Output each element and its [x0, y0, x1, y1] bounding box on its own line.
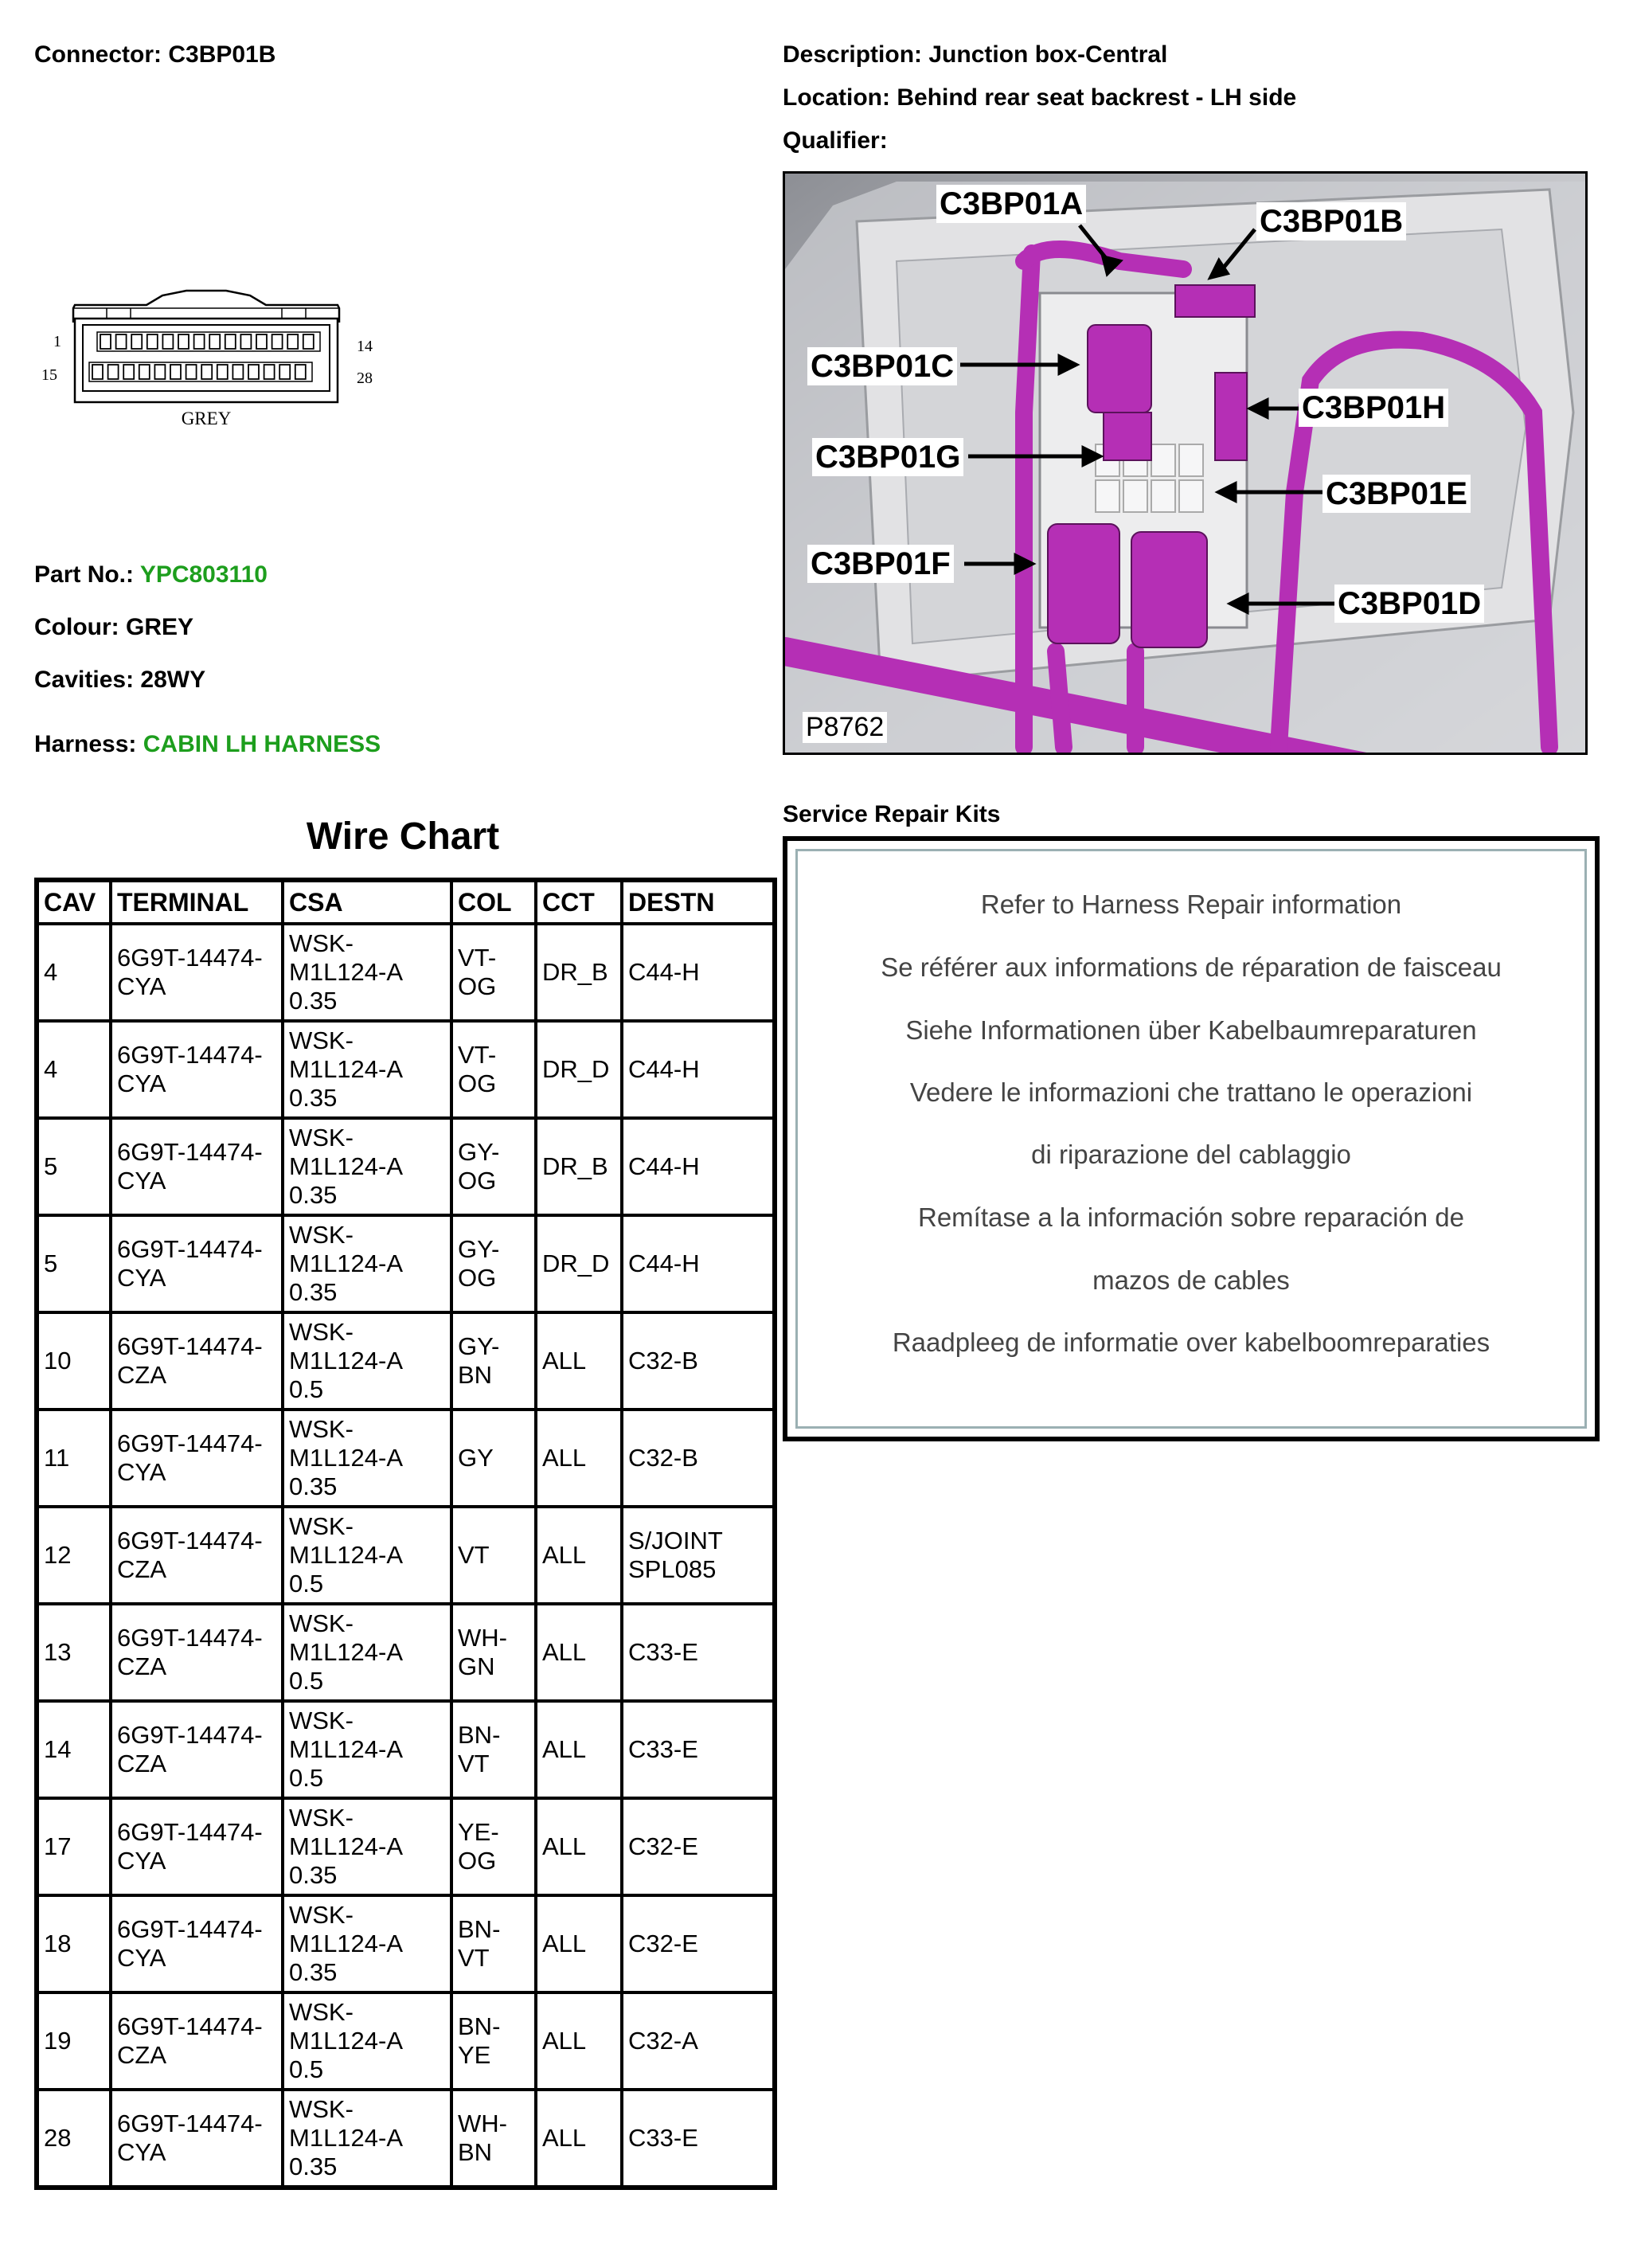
cell-csa-line: WSK-: [289, 2095, 354, 2123]
cell-cav: 4: [37, 1021, 111, 1118]
repair-line-nl: Raadpleeg de informatie over kabelboomreparaties: [892, 1328, 1490, 1357]
cell-cav: 28: [37, 2090, 111, 2188]
cell-destn: [622, 1992, 775, 2090]
cell-csa-line: WSK-: [289, 1318, 354, 1346]
pin-cavity-top: [147, 334, 158, 349]
pin-cavity-bottom: [92, 365, 103, 379]
cell-terminal-line: CZA: [117, 1555, 166, 1583]
pin-cavity-top: [225, 334, 236, 349]
cell-destn-line: C44-H: [628, 958, 700, 986]
repair-line-it-2: di riparazione del cablaggio: [1031, 1140, 1351, 1169]
cell-terminal-line: 6G9T-14474-: [117, 1527, 263, 1554]
cell-csa: [283, 1895, 451, 1992]
cell-csa-line: WSK-: [289, 1221, 354, 1249]
wire-chart-title: Wire Chart: [306, 815, 500, 858]
header-cav: CAV: [37, 880, 111, 924]
repair-line-es-2: mazos de cables: [1092, 1265, 1290, 1295]
wire-chart-row: [37, 1312, 775, 1410]
header-cct: CCT: [536, 880, 622, 924]
cell-col: [451, 924, 536, 1021]
cell-csa-line: M1L124-A: [289, 2027, 404, 2055]
pin-row-top: [100, 334, 314, 349]
cell-destn: [622, 1507, 775, 1604]
pin-cavity-bottom: [232, 365, 243, 379]
cell-terminal-line: CZA: [117, 1652, 166, 1680]
cell-terminal: [111, 1992, 283, 2090]
cell-destn-line: C32-B: [628, 1444, 698, 1472]
cell-col-line: VT-: [458, 944, 497, 972]
cell-terminal-line: 6G9T-14474-: [117, 1138, 263, 1166]
cell-cav: 17: [37, 1798, 111, 1895]
pin-cavity-top: [131, 334, 142, 349]
cell-col: [451, 1312, 536, 1410]
cell-destn-line: C44-H: [628, 1249, 700, 1277]
callout-c3bp01h: C3BP01H: [1299, 389, 1448, 427]
part-no-field: [34, 561, 268, 589]
repair-line-de: Siehe Informationen über Kabelbaumreparaturen: [905, 1015, 1477, 1045]
callout-c3bp01c: C3BP01C: [807, 347, 957, 385]
harness-label: Harness:: [34, 731, 137, 757]
repair-line-es-1: Remítase a la información sobre reparación de: [917, 1202, 1465, 1232]
cell-csa-line: M1L124-A: [289, 1249, 404, 1277]
pin-cavity-bottom: [170, 365, 181, 379]
pin-label-28: 28: [357, 370, 373, 387]
cell-terminal-line: 6G9T-14474-: [117, 944, 263, 972]
wire-chart-row: [37, 1118, 775, 1215]
cell-col-line: OG: [458, 1847, 497, 1875]
cell-cav: 14: [37, 1701, 111, 1798]
wire-chart-row: [37, 1410, 775, 1507]
cell-col-line: YE: [458, 2041, 491, 2069]
cell-csa-line: M1L124-A: [289, 2124, 404, 2152]
cell-destn: [622, 924, 775, 1021]
cell-col: [451, 1992, 536, 2090]
service-repair-box: [783, 836, 1600, 1441]
callout-c3bp01b: C3BP01B: [1256, 202, 1406, 240]
cell-csa-line: 0.35: [289, 1472, 338, 1500]
cell-csa-line: M1L124-A: [289, 1347, 404, 1374]
connector-value: C3BP01B: [168, 41, 276, 68]
cell-terminal-line: CYA: [117, 1944, 166, 1972]
cavities-label: Cavities:: [34, 667, 135, 693]
cell-cct: DR_B: [536, 924, 622, 1021]
cell-destn: [622, 1118, 775, 1215]
pin-cavity-top: [303, 334, 314, 349]
cell-destn: [622, 1410, 775, 1507]
cell-destn: [622, 1604, 775, 1701]
connector-field: [34, 41, 275, 68]
pin-cavity-top: [116, 334, 127, 349]
cell-destn-line: C44-H: [628, 1152, 700, 1180]
cell-terminal-line: CYA: [117, 1847, 166, 1875]
cell-cct: ALL: [536, 1701, 622, 1798]
location-value: Behind rear seat backrest - LH side: [897, 84, 1297, 111]
cell-col-line: GY-: [458, 1235, 500, 1263]
cell-csa-line: 0.35: [289, 1181, 338, 1209]
pin-cavity-bottom: [217, 365, 228, 379]
cell-col: [451, 1507, 536, 1604]
cell-destn: [622, 1312, 775, 1410]
cell-csa: [283, 1021, 451, 1118]
colour-value: GREY: [125, 614, 194, 640]
cell-csa: [283, 924, 451, 1021]
cavities-value: 28WY: [140, 667, 206, 693]
cell-col-line: VT: [458, 1750, 490, 1777]
cell-terminal-line: 6G9T-14474-: [117, 1624, 263, 1652]
cell-cav: 5: [37, 1118, 111, 1215]
service-repair-inner: [795, 849, 1587, 1429]
callout-c3bp01d: C3BP01D: [1334, 585, 1484, 623]
cell-terminal: [111, 1701, 283, 1798]
wire-chart-row: [37, 1604, 775, 1701]
cell-terminal-line: CZA: [117, 1361, 166, 1389]
cell-csa-line: WSK-: [289, 1707, 354, 1734]
cell-terminal: [111, 924, 283, 1021]
wire-chart-body: [37, 924, 775, 2188]
pin-cavity-top: [240, 334, 251, 349]
pin-cavity-top: [162, 334, 173, 349]
harness-field: [34, 731, 381, 758]
cell-csa-line: 0.35: [289, 987, 338, 1015]
pin-cavity-bottom: [248, 365, 259, 379]
pin-cavity-top: [178, 334, 189, 349]
cell-destn-line: C32-A: [628, 2027, 698, 2055]
cell-terminal-line: 6G9T-14474-: [117, 1041, 263, 1069]
cell-destn-line: C33-E: [628, 1638, 698, 1666]
cell-col-line: WH-: [458, 1624, 507, 1652]
wire-chart-row: [37, 1798, 775, 1895]
pin-cavity-top: [209, 334, 220, 349]
cell-csa-line: 0.5: [289, 2055, 324, 2083]
pin-cavity-top: [256, 334, 267, 349]
cell-cav: 13: [37, 1604, 111, 1701]
cell-destn: [622, 1215, 775, 1312]
cell-csa-line: M1L124-A: [289, 958, 404, 986]
cell-col-line: VT: [458, 1541, 490, 1569]
cell-cav: 12: [37, 1507, 111, 1604]
cell-cct: DR_D: [536, 1021, 622, 1118]
description-value: Junction box-Central: [928, 41, 1168, 68]
pin-cavity-bottom: [264, 365, 275, 379]
wire-chart-table: [34, 878, 777, 2190]
pin-cavity-bottom: [279, 365, 290, 379]
wire-chart-row: [37, 1992, 775, 2090]
cell-terminal-line: 6G9T-14474-: [117, 1818, 263, 1846]
cell-csa: [283, 1604, 451, 1701]
cell-csa-line: 0.35: [289, 2153, 338, 2180]
cell-cct: ALL: [536, 2090, 622, 2188]
cell-cct: ALL: [536, 1312, 622, 1410]
cell-col-line: YE-: [458, 1818, 499, 1846]
cell-csa-line: M1L124-A: [289, 1638, 404, 1666]
cell-cct: ALL: [536, 1507, 622, 1604]
pin-cavity-top: [194, 334, 205, 349]
cell-csa-line: WSK-: [289, 1124, 354, 1152]
callout-c3bp01e: C3BP01E: [1322, 475, 1471, 513]
cell-cct: DR_B: [536, 1118, 622, 1215]
cell-terminal: [111, 2090, 283, 2188]
repair-line-en: Refer to Harness Repair information: [980, 890, 1402, 919]
cell-col: [451, 1895, 536, 1992]
cell-terminal-line: CYA: [117, 1264, 166, 1292]
cell-csa-line: WSK-: [289, 1512, 354, 1540]
cell-destn: [622, 1021, 775, 1118]
cell-csa-line: 0.35: [289, 1958, 338, 1986]
description-label: Description:: [783, 41, 923, 68]
cell-csa-line: 0.5: [289, 1375, 324, 1403]
cell-col: [451, 1410, 536, 1507]
cell-col-line: VT: [458, 1944, 490, 1972]
qualifier-label: Qualifier:: [783, 127, 888, 154]
wire-chart-row: [37, 1701, 775, 1798]
wire-chart-row: [37, 2090, 775, 2188]
cell-terminal: [111, 1410, 283, 1507]
cell-cav: 11: [37, 1410, 111, 1507]
cell-destn: [622, 2090, 775, 2188]
cell-cct: ALL: [536, 1992, 622, 2090]
connector-colour-label: GREY: [181, 409, 232, 428]
pin-row-bottom: [92, 365, 306, 379]
pin-cavity-bottom: [186, 365, 197, 379]
header-destn: DESTN: [622, 880, 775, 924]
cell-csa-line: 0.35: [289, 1278, 338, 1306]
cell-col-line: BN-: [458, 1721, 501, 1749]
figure-id: P8762: [803, 712, 887, 743]
cell-csa-line: M1L124-A: [289, 1541, 404, 1569]
cell-destn: [622, 1798, 775, 1895]
pin-label-15: 15: [41, 366, 57, 384]
cell-col: [451, 1604, 536, 1701]
cell-csa-line: WSK-: [289, 1901, 354, 1929]
cell-col: [451, 1798, 536, 1895]
cell-csa: [283, 1312, 451, 1410]
cell-csa-line: WSK-: [289, 1415, 354, 1443]
cell-csa: [283, 1507, 451, 1604]
cell-col-line: VT-: [458, 1041, 497, 1069]
cell-col-line: OG: [458, 972, 497, 1000]
cell-csa-line: M1L124-A: [289, 1444, 404, 1472]
part-no-value: YPC803110: [139, 561, 268, 588]
pin-cavity-top: [287, 334, 298, 349]
connector-label: Connector:: [34, 41, 162, 68]
pin-cavity-bottom: [154, 365, 165, 379]
cell-csa-line: WSK-: [289, 1998, 354, 2026]
callout-c3bp01a: C3BP01A: [936, 185, 1086, 223]
cell-destn: [622, 1701, 775, 1798]
cell-col-line: GY-: [458, 1138, 500, 1166]
cell-csa-line: M1L124-A: [289, 1055, 404, 1083]
cell-col: [451, 1701, 536, 1798]
cell-terminal-line: 6G9T-14474-: [117, 1235, 263, 1263]
cell-cct: ALL: [536, 1895, 622, 1992]
qualifier-field: [783, 127, 888, 154]
pin-label-14: 14: [357, 338, 373, 355]
cell-col-line: GY: [458, 1444, 494, 1472]
cell-destn-line: C33-E: [628, 1735, 698, 1763]
colour-field: [34, 614, 193, 641]
cavities-field: [34, 667, 205, 694]
cell-terminal: [111, 1118, 283, 1215]
cell-csa: [283, 1410, 451, 1507]
cell-cav: 10: [37, 1312, 111, 1410]
cell-terminal: [111, 1604, 283, 1701]
pin-cavity-top: [100, 334, 111, 349]
cell-terminal: [111, 1798, 283, 1895]
callout-c3bp01g: C3BP01G: [812, 438, 963, 476]
cell-csa: [283, 2090, 451, 2188]
cell-cav: 18: [37, 1895, 111, 1992]
harness-value: CABIN LH HARNESS: [143, 731, 381, 757]
cell-destn-line: C32-E: [628, 1832, 698, 1860]
cell-csa-line: WSK-: [289, 1026, 354, 1054]
cell-csa-line: M1L124-A: [289, 1735, 404, 1763]
wire-chart-row: [37, 1215, 775, 1312]
header-csa: CSA: [283, 880, 451, 924]
cell-terminal-line: 6G9T-14474-: [117, 2110, 263, 2137]
cell-col: [451, 1021, 536, 1118]
repair-line-fr: Se référer aux informations de réparation de faisceau: [881, 952, 1502, 982]
cell-col-line: GN: [458, 1652, 495, 1680]
cell-csa: [283, 1798, 451, 1895]
cell-col-line: BN-: [458, 2012, 501, 2040]
cell-terminal-line: CYA: [117, 1167, 166, 1195]
cell-cav: 4: [37, 924, 111, 1021]
cell-col-line: BN-: [458, 1915, 501, 1943]
cell-csa: [283, 1215, 451, 1312]
pin-label-1: 1: [53, 333, 61, 350]
cell-csa-line: M1L124-A: [289, 1152, 404, 1180]
colour-label: Colour:: [34, 614, 119, 640]
cell-cct: ALL: [536, 1798, 622, 1895]
cell-destn: [622, 1895, 775, 1992]
cell-terminal-line: 6G9T-14474-: [117, 1332, 263, 1360]
cell-csa-line: M1L124-A: [289, 1930, 404, 1957]
pin-cavity-bottom: [201, 365, 212, 379]
location-label: Location:: [783, 84, 890, 111]
cell-csa-line: M1L124-A: [289, 1832, 404, 1860]
cell-terminal-line: CZA: [117, 2041, 166, 2069]
cell-col-line: OG: [458, 1167, 497, 1195]
repair-line-it-1: Vedere le informazioni che trattano le operazioni: [909, 1077, 1473, 1107]
cell-col: [451, 2090, 536, 2188]
wire-chart-row: [37, 1507, 775, 1604]
service-repair-title: Service Repair Kits: [783, 801, 1001, 827]
cell-terminal-line: 6G9T-14474-: [117, 1721, 263, 1749]
cell-csa: [283, 1992, 451, 2090]
cell-cav: 5: [37, 1215, 111, 1312]
wire-chart-row: [37, 1895, 775, 1992]
cell-csa-line: WSK-: [289, 929, 354, 957]
cell-csa-line: WSK-: [289, 1609, 354, 1637]
cell-cct: ALL: [536, 1604, 622, 1701]
cell-terminal: [111, 1895, 283, 1992]
cell-destn-line: C44-H: [628, 1055, 700, 1083]
cell-terminal-line: CYA: [117, 1458, 166, 1486]
cell-terminal: [111, 1312, 283, 1410]
cell-csa-line: 0.35: [289, 1084, 338, 1112]
cell-terminal-line: 6G9T-14474-: [117, 2012, 263, 2040]
cell-destn-line: SPL085: [628, 1555, 717, 1583]
callout-c3bp01f: C3BP01F: [807, 545, 954, 583]
header-terminal: TERMINAL: [111, 880, 283, 924]
header-col: COL: [451, 880, 536, 924]
cell-csa-line: 0.5: [289, 1667, 324, 1695]
wire-chart-row: [37, 1021, 775, 1118]
cell-csa-line: 0.5: [289, 1570, 324, 1597]
pin-cavity-bottom: [108, 365, 119, 379]
cell-col-line: OG: [458, 1264, 497, 1292]
cell-col-line: WH-: [458, 2110, 507, 2137]
pin-cavity-bottom: [123, 365, 134, 379]
cell-col: [451, 1118, 536, 1215]
connector-face-drawing: [27, 275, 425, 434]
cell-destn-line: C32-E: [628, 1930, 698, 1957]
location-field: [783, 84, 1296, 111]
cell-col-line: BN: [458, 1361, 493, 1389]
cell-terminal-line: CYA: [117, 1069, 166, 1097]
cell-terminal-line: 6G9T-14474-: [117, 1915, 263, 1943]
cell-terminal: [111, 1507, 283, 1604]
cell-col: [451, 1215, 536, 1312]
pin-cavity-top: [272, 334, 283, 349]
cell-csa: [283, 1118, 451, 1215]
cell-terminal: [111, 1215, 283, 1312]
cell-terminal: [111, 1021, 283, 1118]
cell-cct: ALL: [536, 1410, 622, 1507]
cell-csa-line: WSK-: [289, 1804, 354, 1832]
cell-destn-line: S/JOINT: [628, 1527, 723, 1554]
pin-cavity-bottom: [139, 365, 150, 379]
cell-col-line: GY-: [458, 1332, 500, 1360]
wire-chart-header-row: [37, 880, 775, 924]
pin-cavity-bottom: [295, 365, 306, 379]
cell-csa-line: 0.35: [289, 1861, 338, 1889]
part-no-label: Part No.:: [34, 561, 135, 588]
cell-terminal-line: CYA: [117, 972, 166, 1000]
junction-box-location-image: [783, 171, 1588, 755]
cell-terminal-line: 6G9T-14474-: [117, 1429, 263, 1457]
cell-terminal-line: CZA: [117, 1750, 166, 1777]
cell-terminal-line: CYA: [117, 2138, 166, 2166]
cell-destn-line: C32-B: [628, 1347, 698, 1374]
description-field: [783, 41, 1167, 68]
cell-csa-line: 0.5: [289, 1764, 324, 1792]
cell-cav: 19: [37, 1992, 111, 2090]
cell-col-line: BN: [458, 2138, 493, 2166]
cell-csa: [283, 1701, 451, 1798]
cell-col-line: OG: [458, 1069, 497, 1097]
cell-destn-line: C33-E: [628, 2124, 698, 2152]
cell-cct: DR_D: [536, 1215, 622, 1312]
wire-chart-row: [37, 924, 775, 1021]
